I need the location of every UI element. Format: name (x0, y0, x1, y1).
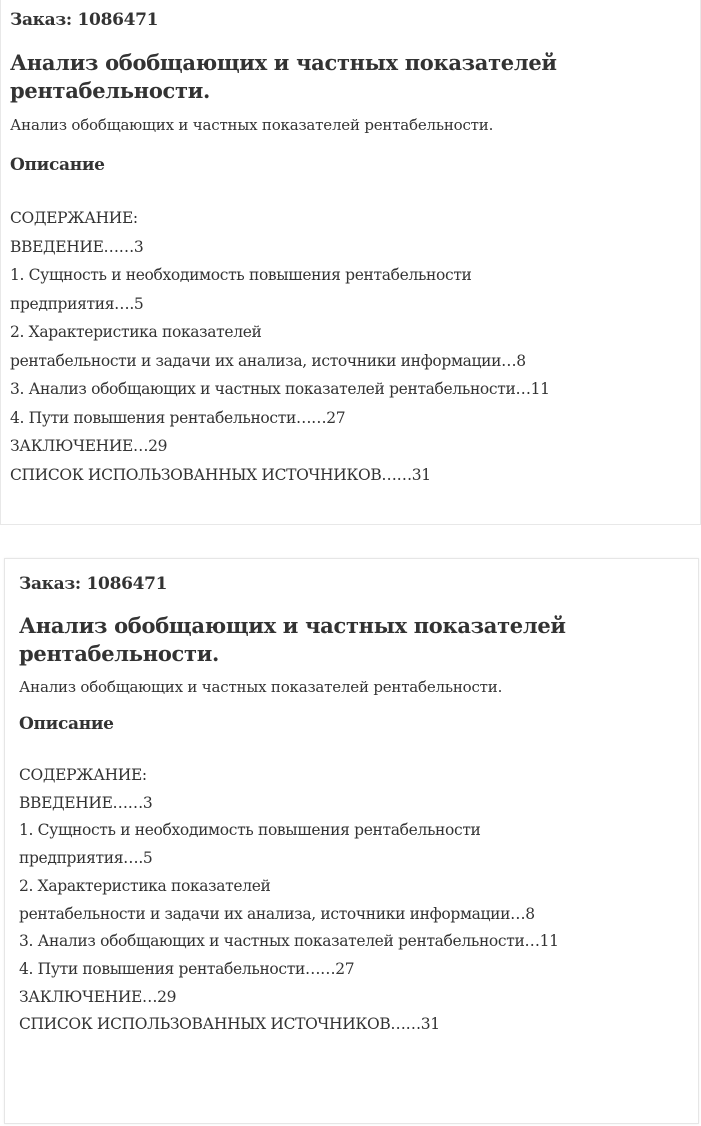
order-title: Анализ обобщающих и частных показателей рентабельности. (19, 613, 566, 666)
table-of-contents (10, 204, 690, 489)
contents-line: СПИСОК ИСПОЛЬЗОВАННЫХ ИСТОЧНИКОВ……31 (19, 1015, 440, 1034)
contents-line: СОДЕРЖАНИЕ: (19, 766, 147, 784)
contents-line: 1. Сущность и необходимость повышения рентабельности (10, 266, 472, 284)
contents-line: предприятия….5 (19, 849, 153, 868)
order-number: Заказ: 1086471 (10, 10, 159, 30)
order-subtitle: Анализ обобщающих и частных показателей рентабельности. (10, 116, 494, 134)
contents-line: 3. Анализ обобщающих и частных показателей рентабельности…11 (10, 380, 550, 398)
description-heading: Описание (10, 155, 105, 175)
contents-line: 2. Характеристика показателей (19, 876, 271, 895)
contents-line: 1. Сущность и необходимость повышения рентабельности (19, 821, 481, 840)
description-heading: Описание (19, 714, 114, 734)
contents-line: 4. Пути повышения рентабельности……27 (19, 959, 355, 978)
order-subtitle: Анализ обобщающих и частных показателей рентабельности. (19, 678, 503, 696)
contents-line: 2. Характеристика показателей (10, 323, 262, 341)
contents-line: ВВЕДЕНИЕ……3 (10, 237, 144, 256)
contents-line: СОДЕРЖАНИЕ: (10, 209, 138, 227)
contents-line: рентабельности и задачи их анализа, источники информации…8 (19, 904, 535, 923)
contents-line: ВВЕДЕНИЕ……3 (19, 793, 153, 812)
contents-line: предприятия….5 (10, 294, 144, 313)
order-card-2 (4, 558, 699, 1124)
contents-line: 4. Пути повышения рентабельности……27 (10, 408, 346, 427)
contents-line: 3. Анализ обобщающих и частных показателей рентабельности…11 (19, 932, 559, 951)
order-card-1 (0, 0, 701, 525)
order-title: Анализ обобщающих и частных показателей рентабельности. (10, 50, 557, 103)
contents-line: ЗАКЛЮЧЕНИЕ…29 (19, 987, 177, 1006)
contents-line: ЗАКЛЮЧЕНИЕ…29 (10, 437, 168, 455)
contents-line: рентабельности и задачи их анализа, источники информации…8 (10, 351, 526, 370)
order-number: Заказ: 1086471 (19, 574, 168, 594)
table-of-contents (19, 762, 688, 1039)
contents-line: СПИСОК ИСПОЛЬЗОВАННЫХ ИСТОЧНИКОВ……31 (10, 465, 431, 484)
